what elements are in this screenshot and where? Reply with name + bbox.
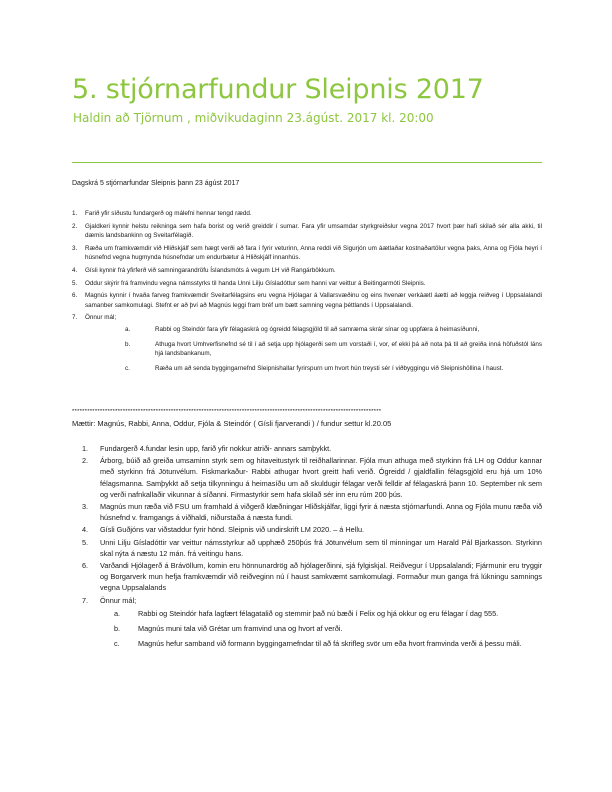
item-number: 1.: [82, 444, 89, 453]
item-number: 4.: [82, 525, 89, 535]
agenda-subitem: [125, 325, 542, 335]
item-text: Magnús mun ræða við FSU um framhald á viðgerð klæðningar Hliðskjálfar, liggi fyrir á næsta stjórnarfundi. Anna og Fjóla munu ræða við húsnefnd v. framgangs á viðhaldi, niðurstaða á næsta fundi.: [100, 502, 542, 523]
subitem-letter: a.: [125, 325, 131, 333]
minutes-item: [82, 443, 542, 454]
item-number: 6.: [72, 292, 78, 300]
agenda-intro: Dagskrá 5 stjórnarfundar Sleipnis þann 23 ágúst 2017: [72, 180, 240, 187]
item-number: 3.: [82, 502, 89, 512]
agenda-item: [72, 266, 542, 276]
minutes-item: [82, 455, 542, 500]
minutes-item: [82, 560, 542, 594]
subitem-text: Rabbi og Steindór hafa lagfært félagatalið og stemmir það nú bæði í Felix og hjá okkur og eru félagar í dag 555.: [138, 608, 499, 618]
item-number: 5.: [82, 537, 89, 547]
item-number: 2.: [72, 222, 78, 230]
minutes-subitem: [114, 638, 542, 649]
minutes-list: [82, 443, 542, 653]
minutes-subitem: [114, 623, 542, 634]
item-text: Unni Lilju Gísladóttir var veittur námsstyrkur að upphæð 250þús frá Jötunvélum sem til minningar um Harald Pál Bjarkasson. Styrkinn skal nýta á næstu 12 mán. frá veitingu hans.: [100, 537, 542, 558]
subitem-letter: a.: [114, 608, 121, 618]
item-text: Gjaldkeri kynnir helstu reikninga sem hafa borist og verið greiddir í sumar. Fara yfir umsamdar styrkgreiðslur vegna 2017 hvort þær hafi skilað sér alla akki, til dæmis landsbankinn og Sveitarfélagið.: [85, 222, 542, 240]
meeting-subtitle: Haldin að Tjörnum , miðvikudaginn 23.ágúst. 2017 kl. 20:00: [73, 111, 434, 125]
agenda-subitem: [125, 364, 542, 374]
item-text: Farið yfir síðustu fundargerð og málefni hennar tengd rædd.: [85, 210, 252, 217]
item-text: Önnur mál;: [100, 595, 137, 605]
item-number: 4.: [72, 266, 78, 274]
asterisk-separator: **************************************************************************************************************************: [72, 409, 382, 415]
agenda-sublist: [85, 325, 542, 373]
agenda-subitem: [125, 340, 542, 359]
item-text: Gísli kynnir frá yfirferð við samningarandröfu Íslandsmóts á vegum LH við Rangárbökkum.: [85, 266, 336, 274]
item-number: 7.: [82, 595, 89, 605]
page-title: 5. stjórnarfundur Sleipnis 2017: [72, 74, 484, 105]
item-text: Árborg, búið að greiða umsaminn styrk sem og hitaveitustyrk til reiðhallarinnar. Fjóla mun athuga með styrkinn frá LH og Oddur kannar með styrkinn frá Jötunvélum. Fiskmarkaður- Rabbi athugar hvort greitt hafi verið. Ógreidd / gjaldfallin félagsgjöld eru hjá um 10% félagsmanna. Samþykkt að setja tilkynningu á heimasíðu um að skuldugir félagar verði felldir af félagaskrá þann 10. September nk sem og verði nafnkallaðir vikunnar á síðanni. Firmastyrkir sem hafa skilað sér inn eru rúm 200 þús.: [100, 456, 542, 499]
agenda-item: [72, 279, 542, 289]
subitem-letter: c.: [125, 364, 130, 372]
agenda-item: [72, 222, 542, 241]
agenda-item: [72, 313, 542, 373]
item-number: 7.: [72, 314, 78, 322]
item-number: 2.: [82, 456, 89, 466]
subitem-letter: b.: [125, 340, 131, 348]
agenda-item: [72, 209, 542, 219]
minutes-item: [82, 595, 542, 650]
subitem-text: Athuga hvort Umhverfisnefnd sé til í að setja upp hjólagerði sem um vorstaði í, vor, ef ekki þá að nota þá til að greiða inná höfuðstól láns hjá landsbankanum,: [155, 340, 542, 358]
subitem-text: Magnús hefur samband við formann byggingarnefndar til að fá skrifleg svör um eða hvort framvinda verði á þessu máli.: [138, 639, 522, 649]
item-text: Magnús kynnir í hvaða farveg framkvæmdir Sveitarfélagsins eru vegna Hjólagar á Vallarsvæðinu og eins hvenær verkáætl áætti að leggja reiðveg í Uppsalalandi samanber samkomulagi. Stefnt er að því að Magnús leggi fram bréf um bætt samning vegna þéttlands í Uppsalalandi.: [85, 292, 542, 309]
minutes-item: [82, 537, 542, 559]
agenda-item: [72, 291, 542, 310]
item-text: Ræða um framkvæmdir við Hliðskjálf sem hægt verði að fara í fyrir veturinn, Anna reddi við Sigurjón um áætlaðar kostnaðartölur vegna þaks, Anna og Fjóla heyri í húsnefnd vegna hugmynda húsnefndar um endurbætur á Hliðskjálf innanhús.: [85, 244, 542, 262]
subitem-letter: b.: [114, 624, 121, 634]
header-divider: [72, 162, 542, 163]
subitem-letter: c.: [114, 639, 120, 649]
item-text: Önnur mál;: [85, 314, 117, 322]
minutes-item: [82, 501, 542, 523]
subitem-text: Magnús muni tala við Grétar um framvind una og hvort af verði.: [138, 624, 343, 634]
attendance-line: Mættir: Magnús, Rabbi, Anna, Oddur, Fjóla & Steindór ( Gísli fjarverandi ) / fundur settur kl.20.05: [72, 419, 392, 428]
minutes-subitem: [114, 608, 542, 619]
minutes-sublist: [100, 608, 542, 650]
subitem-text: Rabbi og Steindór fara yfir félagaskrá og ógreidd félagsgjöld til að samræma skrár sínar og uppfæra á heimasíðunni,: [155, 325, 480, 333]
item-text: Oddur skýrir frá framvindu vegna námsstyrks til handa Unni Lilju Gísladóttur sem hanni var veittur á Beitingarmóti Sleipnis.: [85, 279, 426, 287]
item-number: 5.: [72, 279, 78, 287]
subitem-text: Ræða um að senda byggingarnefnd Sleipnishallar fyrirspurn um hvort hún treysti sér í viðbyggingu við Sleipnishöllina í haust.: [155, 364, 504, 372]
minutes-item: [82, 524, 542, 535]
agenda-item: [72, 244, 542, 263]
item-number: 3.: [72, 244, 78, 252]
item-number: 6.: [82, 561, 89, 571]
agenda-list: [72, 209, 542, 378]
item-text: Fundargerð 4.fundar lesin upp, farið yfir nokkur atriði- annars samþykkt.: [100, 444, 332, 453]
item-number: 1.: [72, 210, 78, 217]
item-text: Varðandi Hjólagerð á Brávöllum, komin eru hönnunardrög að hjólagerðinni, sjá fylgiskjal. Reiðvegur í Uppsalalandi; Fjármunir eru tryggir og Borgarverk mun hefja framkvæmdir við reiðveginn nú í haust samkvæmt samkomulagi. Formaður mun ganga frá lúkningu samnings vegna Uppsalalands: [100, 561, 542, 593]
item-text: Gísli Guðjóns var viðstaddur fyrir hönd. Sleipnis við undirskrift LM 2020. – á Hellu.: [100, 525, 365, 535]
